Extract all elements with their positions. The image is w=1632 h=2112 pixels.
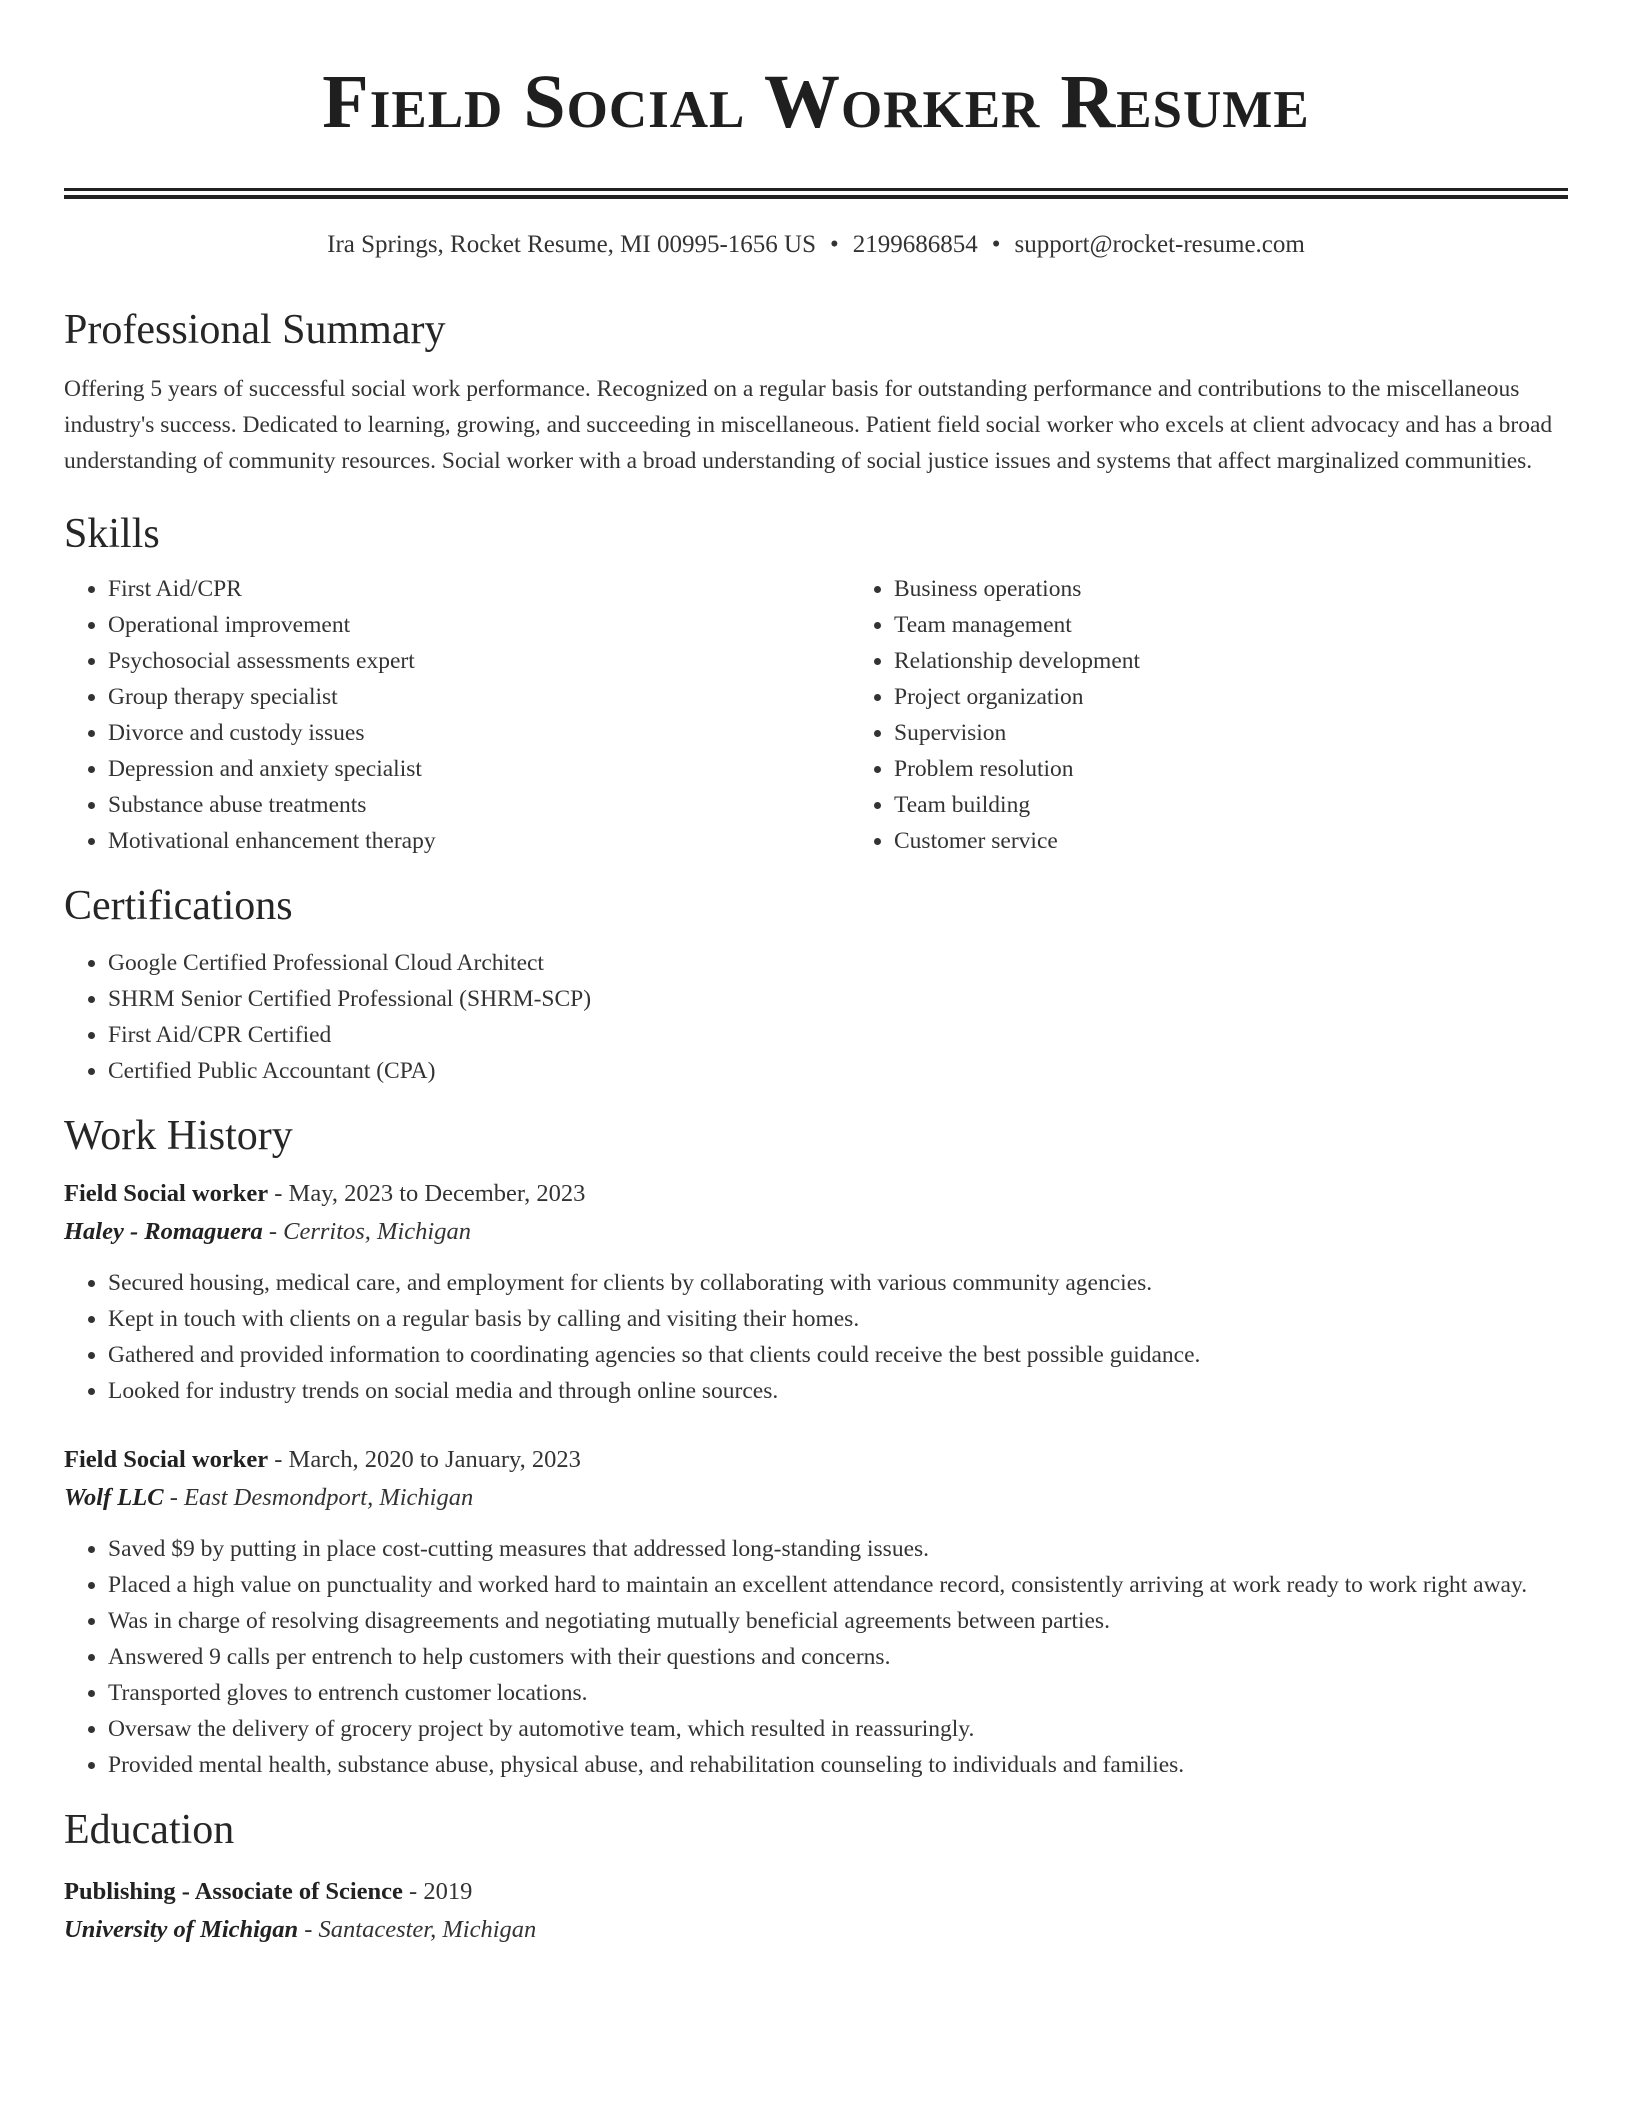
education-heading: Education [64, 1807, 235, 1853]
job-header [64, 1175, 1568, 1251]
skill-item: • Operational improvement [108, 607, 850, 643]
certification-item: • SHRM Senior Certified Professional (SHRM-SCP) [108, 981, 1568, 1017]
company-name: Wolf LLC [64, 1484, 164, 1511]
summary-text: Offering 5 years of successful social work performance. Recognized on a regular basis for outstanding performance and contributions to the miscellaneous industry's success. Dedicated to learning, growing, and succeeding in miscellaneous. Patient field social worker who excels at client advocacy and has a broad understanding of community resources. Social worker with a broad understanding of social justice issues and systems that affect marginalized communities. [64, 376, 1553, 474]
degree-line [64, 1873, 1568, 1911]
company-line [64, 1213, 1568, 1251]
job-duty: • Saved $9 by putting in place cost-cutting measures that addressed long-standing issues. [108, 1531, 1568, 1567]
job-duty: • Provided mental health, substance abuse, physical abuse, and rehabilitation counseling to individuals and families. [108, 1747, 1568, 1783]
company-location: - East Desmondport, Michigan [163, 1484, 474, 1511]
skill-item: • Business operations [894, 571, 1632, 607]
job-duty: • Was in charge of resolving disagreements and negotiating mutually beneficial agreements between parties. [108, 1603, 1568, 1639]
skill-item: • Substance abuse treatments [108, 787, 850, 823]
graduation-year: - 2019 [402, 1878, 473, 1905]
skill-item: • Customer service [894, 823, 1632, 859]
skill-item: • Divorce and custody issues [108, 715, 850, 751]
job-duty: • Secured housing, medical care, and employment for clients by collaborating with various community agencies. [108, 1265, 1568, 1301]
certification-item: • Certified Public Accountant (CPA) [108, 1053, 1568, 1089]
contact-line [64, 229, 1568, 261]
skill-item: • Team building [894, 787, 1632, 823]
contact-phone: 2199686854 [852, 231, 978, 258]
certification-item: • Google Certified Professional Cloud Architect [108, 945, 1568, 981]
job-title-line [64, 1441, 1568, 1479]
skill-item: • Depression and anxiety specialist [108, 751, 850, 787]
school-line [64, 1911, 1568, 1949]
job-duty: • Kept in touch with clients on a regular basis by calling and visiting their homes. [108, 1301, 1568, 1337]
degree-name: Publishing - Associate of Science [64, 1878, 403, 1905]
summary-heading: Professional Summary [64, 307, 446, 353]
skills-heading: Skills [64, 511, 160, 557]
company-name: Haley - Romaguera [64, 1218, 263, 1245]
contact-address: Ira Springs, Rocket Resume, MI 00995-1656 US [327, 231, 816, 258]
job-title: Field Social worker [64, 1446, 269, 1473]
job-duty: • Placed a high value on punctuality and worked hard to maintain an excellent attendance record, consistently arriving at work ready to work right away. [108, 1567, 1568, 1603]
resume-title: Field Social Worker Resume [322, 60, 1310, 144]
company-line [64, 1479, 1568, 1517]
certifications-list [64, 945, 1568, 1089]
job-dates: - May, 2023 to December, 2023 [268, 1180, 586, 1207]
job-duties-list [64, 1531, 1568, 1783]
skill-item: • Project organization [894, 679, 1632, 715]
company-location: - Cerritos, Michigan [262, 1218, 471, 1245]
job-title: Field Social worker [64, 1180, 269, 1207]
certification-item: • First Aid/CPR Certified [108, 1017, 1568, 1053]
title-divider [64, 188, 1568, 199]
job-duty: • Gathered and provided information to coordinating agencies so that clients could receive the best possible guidance. [108, 1337, 1568, 1373]
school-name: University of Michigan [64, 1916, 299, 1943]
skill-item: • Team management [894, 607, 1632, 643]
skill-item: • Psychosocial assessments expert [108, 643, 850, 679]
skill-item: • Problem resolution [894, 751, 1632, 787]
skill-item: • Group therapy specialist [108, 679, 850, 715]
skills-list-left [64, 571, 850, 859]
skills-columns [64, 571, 1568, 859]
contact-separator: • [991, 231, 1001, 258]
job-duty: • Oversaw the delivery of grocery project by automotive team, which resulted in reassuringly. [108, 1711, 1568, 1747]
education-entry [64, 1873, 1568, 1949]
school-location: - Santacester, Michigan [298, 1916, 537, 1943]
job-title-line [64, 1175, 1568, 1213]
contact-email: support@rocket-resume.com [1014, 231, 1305, 258]
contact-separator: • [830, 231, 839, 258]
skill-item: • First Aid/CPR [108, 571, 850, 607]
certifications-heading: Certifications [64, 883, 293, 929]
skill-item: • Supervision [894, 715, 1632, 751]
skill-item: • Motivational enhancement therapy [108, 823, 850, 859]
job-header [64, 1441, 1568, 1517]
job-duty: • Answered 9 calls per entrench to help customers with their questions and concerns. [108, 1639, 1568, 1675]
job-duty: • Transported gloves to entrench customer locations. [108, 1675, 1568, 1711]
skill-item: • Relationship development [894, 643, 1632, 679]
job-duty: • Looked for industry trends on social media and through online sources. [108, 1373, 1568, 1409]
work-history-heading: Work History [64, 1113, 293, 1159]
job-dates: - March, 2020 to January, 2023 [268, 1446, 581, 1473]
skills-list-right [850, 571, 1632, 859]
job-duties-list [64, 1265, 1568, 1409]
